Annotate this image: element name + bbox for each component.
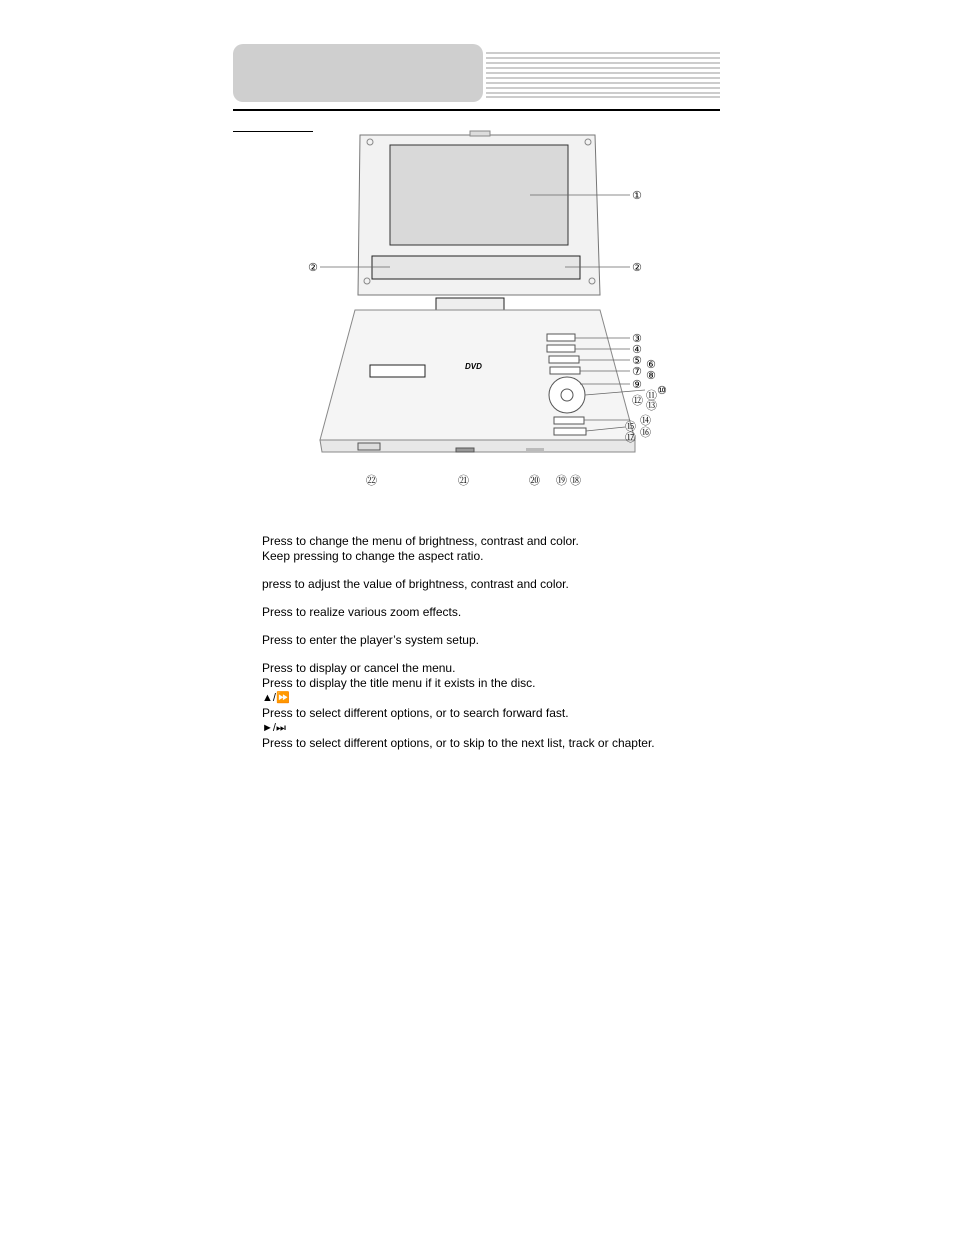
callout-21: ㉑ (458, 474, 469, 487)
dvd-player-diagram (300, 130, 670, 490)
instruction-line: Keep pressing to change the aspect ratio. (262, 549, 484, 563)
instruction-line: press to adjust the value of brightness, contrast and color. (262, 577, 569, 591)
callout-10: ⑩ (657, 384, 667, 397)
instruction-line: Press to display the title menu if it exists in the disc. (262, 676, 536, 690)
instruction-line: Press to select different options, or to search forward fast. (262, 706, 569, 720)
callout-20: ⑳ (529, 474, 540, 487)
header-tab (233, 44, 483, 102)
instruction-line: Press to display or cancel the menu. (262, 661, 456, 675)
callout-13: ⑬ (646, 399, 657, 412)
instruction-line: Press to enter the player’s system setup. (262, 633, 479, 647)
up-forward-symbol: ▲/⏩ (262, 692, 290, 704)
callout-2-left: ② (308, 261, 318, 274)
callout-7: ⑦ (632, 365, 642, 378)
instructions (262, 534, 722, 751)
header-lines (486, 52, 720, 98)
callout-5: ⑤ (632, 354, 642, 367)
callout-19: ⑲ (556, 474, 567, 487)
instruction-line: Press to change the menu of brightness, contrast and color. (262, 534, 579, 548)
callout-14: ⑭ (640, 414, 651, 427)
callout-6: ⑥ (646, 358, 656, 371)
callout-2-right: ② (632, 261, 642, 274)
callout-15: ⑮ (625, 420, 636, 433)
callout-12: ⑫ (632, 394, 643, 407)
callout-22: ㉒ (366, 474, 377, 487)
callout-11: ⑪ (646, 389, 657, 402)
callout-8: ⑧ (646, 369, 656, 382)
dvd-logo: DVD (465, 362, 482, 371)
callout-9: ⑨ (632, 378, 642, 391)
right-next-symbol: ►/⏭ (262, 722, 286, 734)
header-rule (233, 109, 720, 111)
callout-17: ⑰ (625, 431, 636, 444)
callout-1: ① (632, 189, 642, 202)
callout-3: ③ (632, 332, 642, 345)
callout-16: ⑯ (640, 426, 651, 439)
callout-4: ④ (632, 343, 642, 356)
instruction-line: Press to select different options, or to skip to the next list, track or chapter. (262, 736, 655, 750)
instruction-line: Press to realize various zoom effects. (262, 605, 462, 619)
callout-18: ⑱ (570, 474, 581, 487)
